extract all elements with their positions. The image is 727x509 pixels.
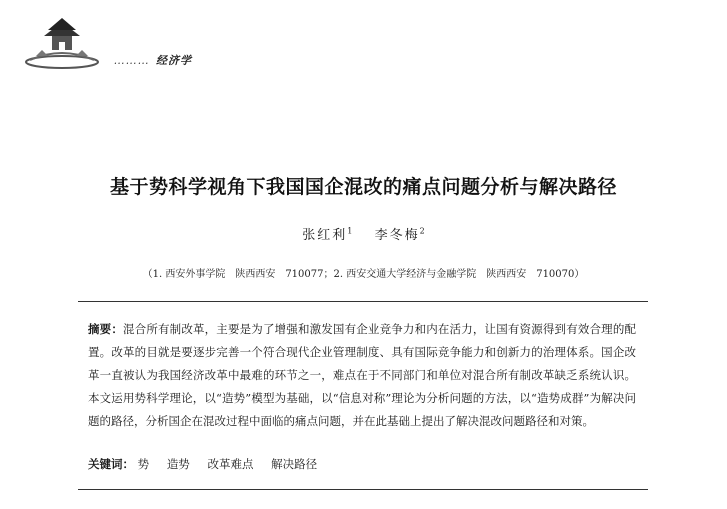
abstract (88, 318, 636, 433)
keyword: 解决路径 (271, 457, 318, 471)
paper-title: 基于势科学视角下我国国企混改的痛点问题分析与解决路径 (109, 176, 617, 198)
keywords-label: 关键词： (88, 457, 134, 471)
keyword: 造势 (166, 457, 190, 471)
section-dots: ……… (114, 54, 150, 67)
abstract-text: 混合所有制改革，主要是为了增强和激发国有企业竞争力和内在活力，让国有资源得到有效合理的配置。改革的目就是要逐步完善一个符合现代企业管理制度、具有国际竞争能力和创新力的治理体系。国企改革一直被认为我国经济改革中最难的环节之一，难点在于不同部门和单位对混合所有制改革缺乏系统认识。本文运用势科学理论，以“造势”模型为基础，以“信息对称”理论为分析问题的方法，以“造势成群”为解决问题的路径，分析国企在混改过程中面临的痛点问题，并在此基础上提出了解决混改问题路径和对策。 (88, 322, 637, 428)
journal-header (22, 16, 222, 76)
affiliation: （1. 西安外事学院 陕西西安 710077；2. 西安交通大学经济与金融学院 陕西西安 710070） (142, 269, 585, 280)
section-name: 经济学 (156, 54, 192, 67)
author-name: 李冬梅 (374, 228, 420, 243)
journal-logo-icon (22, 16, 102, 74)
keyword: 改革难点 (207, 457, 254, 471)
author-affil-mark: 2 (419, 226, 425, 236)
author-line (0, 224, 727, 243)
abstract-label: 摘要： (88, 322, 123, 336)
keyword: 势 (137, 457, 150, 471)
keywords (88, 456, 636, 472)
divider-top (78, 301, 648, 302)
section-label (114, 52, 192, 68)
author-name: 张红利 (302, 228, 348, 243)
divider-bottom (78, 489, 648, 490)
author-affil-mark: 1 (347, 226, 353, 236)
